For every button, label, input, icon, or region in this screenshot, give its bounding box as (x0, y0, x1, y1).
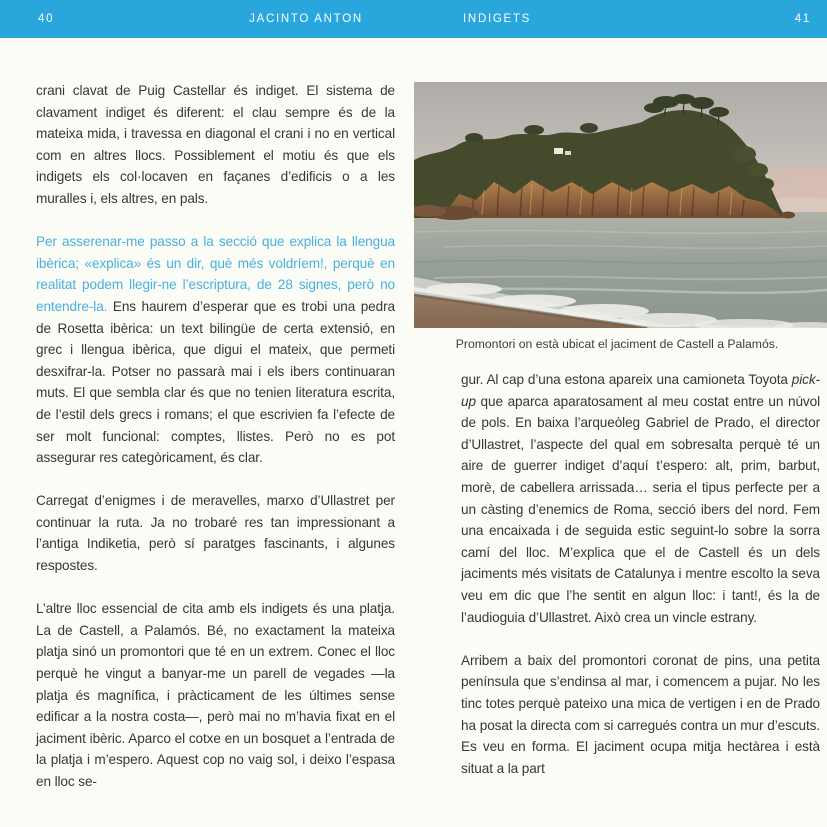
paragraph-with-italic (461, 369, 820, 628)
running-head-title: INDIGETS (463, 13, 531, 25)
running-head (0, 0, 827, 38)
paragraph-continuation: Ens haurem d’esperar que es trobi una pedra de Rosetta ibèrica: un text bilingüe de certa extensió, en grec i llengua ibèrica, que digui el mateix, que permeti desxifrar-la. Potser no passarà mai i els ibers continuaran muts. El que sembla clar és que no tenien literatura escrita, de l’estil dels grecs i romans; el que escrivien fa l’efecte de ser molt funcional: comptes, llistes. Però no es pot assegurar res categòricament, és clar. (36, 298, 395, 466)
photo-caption: Promontori on està ubicat el jaciment de Castell a Palamós. (455, 337, 779, 351)
paragraph: Arribem a baix del promontori coronat de pins, una petita península que s’endinsa al mar, i comencem a pujar. No les tinc totes perquè pateixo una mica de vertigen i en de Prado ha posat la directa com si carregués contra un mur d’escuts. Es veu en forma. El jaciment ocupa mitja hectàrea i està situat a la part (461, 652, 820, 776)
left-text-column (36, 80, 395, 793)
page-number-left: 40 (38, 13, 55, 25)
promontory-photo (414, 82, 827, 328)
page-number-right: 41 (794, 13, 811, 25)
paragraph: L’altre lloc essencial de cita amb els indigets és una platja. La de Castell, a Palamós. Bé, no exactament la mateixa platja sinó un promontori que té en un extrem. Conec el lloc perquè he vingut a banyar-me un parell de vegades —la platja és magnífica, i pràcticament de les últimes sense edificar a la nostra costa—, però mai no m’havia fixat en el jaciment ibèric. Aparco el cotxe en un bosquet a l’entrada de la platja i m’espero. Aquest cop no vaig sol, i deixo l’espasa en lloc se- (36, 601, 395, 789)
paragraph-text: gur. Al cap d’una estona apareix una camioneta Toyota (461, 372, 792, 387)
paragraph: Carregat d’enigmes i de meravelles, marxo d’Ullastret per continuar la ruta. Ja no trobaré res tan impressionant a l’antiga Indiketia, però sí paratges fascinants, i algunes respostes. (36, 493, 395, 574)
right-text-column (461, 369, 820, 827)
paragraph-with-highlight (36, 231, 395, 469)
paragraph: crani clavat de Puig Castellar és indiget. El sistema de clavament indiget és diferent: el clau sempre és de la mateixa mida, i travessa en diagonal el crani i no en vertical com en altres llocs. Possiblement el motiu és que els indigets els col·locaven en façanes d’edificis o a les muralles i, els altres, en pals. (36, 83, 395, 206)
running-head-author: JACINTO ANTON (249, 13, 363, 25)
paragraph-text: que aparca aparatosament al meu costat entre un núvol de pols. En baixa l’arqueòleg Gabriel de Prado, el director d’Ullastret, l’aspecte del qual em sobresalta perquè té un aire de guerrer indiget d’aquí t’espero: alt, prim, barbut, morè, de cabellera arrissada… seria el tipus perfecte per a un càsting d’enemics de Roma, secció ibers del nord. Fem una encaixada i de seguida estic seguint-lo sobre la sorra camí del lloc. M’explica que el de Castell és un dels jaciments més visitats de Catalunya i mentre escolto la seva veu em dic que l’he sentit en algun lloc: i tant!, és la de l’audioguia d’Ullastret. Això crea un vincle estrany. (461, 393, 820, 625)
italic-term: pick-up (461, 372, 820, 409)
coastal-landscape-illustration (414, 82, 827, 328)
highlighted-sentence: Per asserenar-me passo a la secció que explica la llengua ibèrica; «explica» és un dir, què més voldríem!, perquè en realitat podem llegir-ne l’escriptura, de 28 signes, però no entendre-la. (36, 234, 395, 314)
